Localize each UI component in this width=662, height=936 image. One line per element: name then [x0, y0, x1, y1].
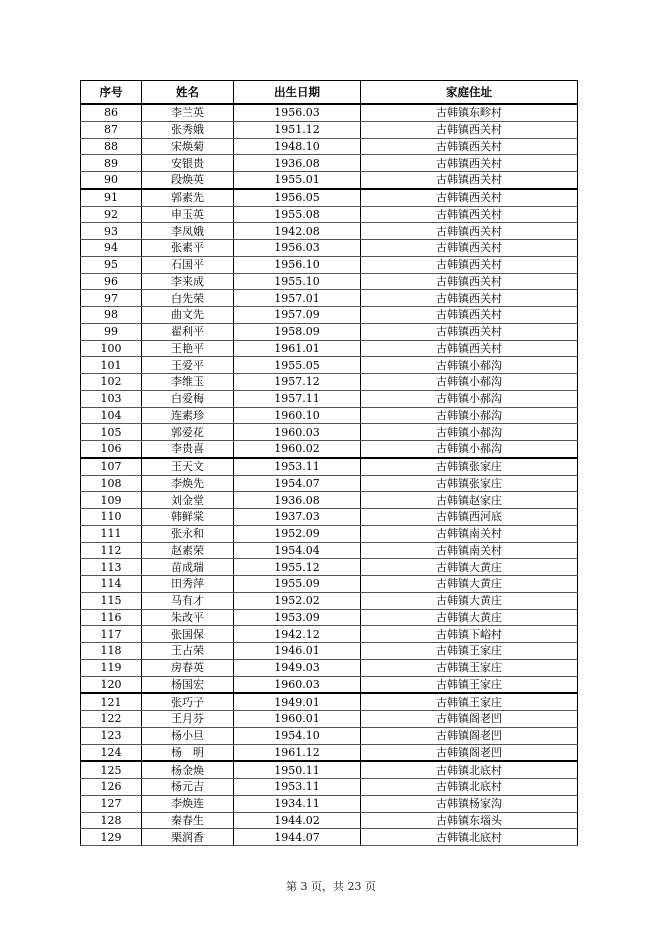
- birthdate-cell: 1954.10: [234, 727, 361, 744]
- table-row: [81, 273, 578, 290]
- birthdate-cell: 1952.09: [234, 525, 361, 542]
- address-cell: 古韩镇西关村: [361, 307, 578, 324]
- serial-cell: 92: [81, 206, 142, 223]
- address-cell: 古韩镇王家庄: [361, 643, 578, 660]
- table-row: [81, 779, 578, 796]
- name-cell: 王天文: [142, 458, 234, 475]
- address-cell: 古韩镇西关村: [361, 256, 578, 273]
- address-cell: 古韩镇小郝沟: [361, 374, 578, 391]
- name-cell: 安银贵: [142, 155, 234, 172]
- name-cell: 李焕先: [142, 475, 234, 492]
- serial-cell: 94: [81, 240, 142, 257]
- birthdate-cell: 1949.03: [234, 659, 361, 676]
- address-cell: 古韩镇阁老凹: [361, 727, 578, 744]
- address-cell: 古韩镇西关村: [361, 138, 578, 155]
- table-row: [81, 121, 578, 138]
- serial-cell: 120: [81, 676, 142, 693]
- serial-cell: 118: [81, 643, 142, 660]
- birthdate-cell: 1952.02: [234, 592, 361, 609]
- table-row: [81, 492, 578, 509]
- table-row: [81, 441, 578, 458]
- name-cell: 李贵喜: [142, 441, 234, 458]
- table-row: [81, 609, 578, 626]
- serial-cell: 126: [81, 779, 142, 796]
- address-cell: 古韩镇小郝沟: [361, 357, 578, 374]
- serial-cell: 103: [81, 390, 142, 407]
- address-cell: 古韩镇张家庄: [361, 458, 578, 475]
- birthdate-cell: 1942.08: [234, 223, 361, 240]
- address-cell: 古韩镇西关村: [361, 273, 578, 290]
- birthdate-cell: 1956.10: [234, 256, 361, 273]
- serial-cell: 93: [81, 223, 142, 240]
- table-row: [81, 458, 578, 475]
- table-row: [81, 357, 578, 374]
- birthdate-cell: 1934.11: [234, 795, 361, 812]
- name-cell: 张秀娥: [142, 121, 234, 138]
- serial-cell: 108: [81, 475, 142, 492]
- birthdate-cell: 1960.01: [234, 711, 361, 728]
- serial-cell: 107: [81, 458, 142, 475]
- address-cell: 古韩镇小郝沟: [361, 407, 578, 424]
- name-cell: 杨小旦: [142, 727, 234, 744]
- name-cell: 王占荣: [142, 643, 234, 660]
- name-cell: 马有才: [142, 592, 234, 609]
- address-cell: 古韩镇大黄庄: [361, 559, 578, 576]
- name-cell: 苗成瑞: [142, 559, 234, 576]
- birthdate-cell: 1944.07: [234, 829, 361, 846]
- name-cell: 白爱梅: [142, 390, 234, 407]
- serial-cell: 113: [81, 559, 142, 576]
- serial-cell: 102: [81, 374, 142, 391]
- serial-cell: 129: [81, 829, 142, 846]
- birthdate-cell: 1960.02: [234, 441, 361, 458]
- serial-cell: 115: [81, 592, 142, 609]
- serial-cell: 106: [81, 441, 142, 458]
- serial-cell: 110: [81, 509, 142, 526]
- address-cell: 古韩镇西关村: [361, 189, 578, 206]
- birthdate-cell: 1953.09: [234, 609, 361, 626]
- address-cell: 古韩镇大黄庄: [361, 592, 578, 609]
- address-cell: 古韩镇西关村: [361, 340, 578, 357]
- address-cell: 古韩镇阁老凹: [361, 711, 578, 728]
- name-cell: 杨国宏: [142, 676, 234, 693]
- serial-cell: 127: [81, 795, 142, 812]
- serial-cell: 112: [81, 542, 142, 559]
- serial-cell: 105: [81, 424, 142, 441]
- name-cell: 王艳平: [142, 340, 234, 357]
- name-cell: 申玉英: [142, 206, 234, 223]
- header-birthdate: 出生日期: [234, 81, 361, 105]
- birthdate-cell: 1957.09: [234, 307, 361, 324]
- birthdate-cell: 1956.03: [234, 240, 361, 257]
- table-row: [81, 812, 578, 829]
- name-cell: 李来成: [142, 273, 234, 290]
- header-row: [81, 81, 578, 105]
- birthdate-cell: 1953.11: [234, 779, 361, 796]
- birthdate-cell: 1936.08: [234, 492, 361, 509]
- name-cell: 朱改平: [142, 609, 234, 626]
- table-row: [81, 340, 578, 357]
- table-row: [81, 592, 578, 609]
- address-cell: 古韩镇阁老凹: [361, 744, 578, 761]
- table-row: [81, 172, 578, 189]
- name-cell: 房春英: [142, 659, 234, 676]
- serial-cell: 100: [81, 340, 142, 357]
- name-cell: 赵素荣: [142, 542, 234, 559]
- name-cell: 田秀萍: [142, 576, 234, 593]
- address-cell: 古韩镇王家庄: [361, 693, 578, 710]
- serial-cell: 123: [81, 727, 142, 744]
- table-row: [81, 727, 578, 744]
- serial-cell: 119: [81, 659, 142, 676]
- table-row: [81, 676, 578, 693]
- address-cell: 古韩镇大黄庄: [361, 576, 578, 593]
- name-cell: 李凤娥: [142, 223, 234, 240]
- table-row: [81, 693, 578, 710]
- table-row: [81, 155, 578, 172]
- name-cell: 韩鲜棠: [142, 509, 234, 526]
- address-cell: 古韩镇西关村: [361, 121, 578, 138]
- name-cell: 杨元吉: [142, 779, 234, 796]
- table-row: [81, 189, 578, 206]
- address-cell: 古韩镇大黄庄: [361, 609, 578, 626]
- birthdate-cell: 1957.12: [234, 374, 361, 391]
- serial-cell: 88: [81, 138, 142, 155]
- name-cell: 杨金焕: [142, 761, 234, 778]
- birthdate-cell: 1955.10: [234, 273, 361, 290]
- address-cell: 古韩镇西关村: [361, 155, 578, 172]
- address-cell: 古韩镇南关村: [361, 525, 578, 542]
- birthdate-cell: 1956.05: [234, 189, 361, 206]
- table-row: [81, 206, 578, 223]
- name-cell: 郭素先: [142, 189, 234, 206]
- birthdate-cell: 1936.08: [234, 155, 361, 172]
- residents-table: [80, 80, 578, 846]
- birthdate-cell: 1958.09: [234, 323, 361, 340]
- name-cell: 郭爱花: [142, 424, 234, 441]
- name-cell: 段焕英: [142, 172, 234, 189]
- name-cell: 张国保: [142, 626, 234, 643]
- header-name: 姓名: [142, 81, 234, 105]
- name-cell: 张素平: [142, 240, 234, 257]
- birthdate-cell: 1955.08: [234, 206, 361, 223]
- table-row: [81, 542, 578, 559]
- serial-cell: 97: [81, 290, 142, 307]
- address-cell: 古韩镇南关村: [361, 542, 578, 559]
- name-cell: 李维玉: [142, 374, 234, 391]
- birthdate-cell: 1961.01: [234, 340, 361, 357]
- name-cell: 张永和: [142, 525, 234, 542]
- address-cell: 古韩镇西关村: [361, 223, 578, 240]
- birthdate-cell: 1960.03: [234, 676, 361, 693]
- birthdate-cell: 1949.01: [234, 693, 361, 710]
- birthdate-cell: 1948.10: [234, 138, 361, 155]
- birthdate-cell: 1955.01: [234, 172, 361, 189]
- table-row: [81, 576, 578, 593]
- page-footer: 第 3 页，共 23 页: [286, 880, 376, 893]
- address-cell: 古韩镇杨家沟: [361, 795, 578, 812]
- serial-cell: 86: [81, 104, 142, 121]
- address-cell: 古韩镇小郝沟: [361, 424, 578, 441]
- serial-cell: 101: [81, 357, 142, 374]
- address-cell: 古韩镇西关村: [361, 240, 578, 257]
- address-cell: 古韩镇下峪村: [361, 626, 578, 643]
- table-row: [81, 744, 578, 761]
- serial-cell: 111: [81, 525, 142, 542]
- table-row: [81, 559, 578, 576]
- name-cell: 白先荣: [142, 290, 234, 307]
- birthdate-cell: 1942.12: [234, 626, 361, 643]
- name-cell: 翟利平: [142, 323, 234, 340]
- name-cell: 栗润香: [142, 829, 234, 846]
- address-cell: 古韩镇北底村: [361, 779, 578, 796]
- serial-cell: 91: [81, 189, 142, 206]
- address-cell: 古韩镇赵家庄: [361, 492, 578, 509]
- birthdate-cell: 1937.03: [234, 509, 361, 526]
- birthdate-cell: 1957.01: [234, 290, 361, 307]
- table-row: [81, 525, 578, 542]
- table-row: [81, 659, 578, 676]
- serial-cell: 121: [81, 693, 142, 710]
- birthdate-cell: 1960.10: [234, 407, 361, 424]
- serial-cell: 98: [81, 307, 142, 324]
- serial-cell: 125: [81, 761, 142, 778]
- serial-cell: 96: [81, 273, 142, 290]
- birthdate-cell: 1955.12: [234, 559, 361, 576]
- address-cell: 古韩镇西关村: [361, 206, 578, 223]
- name-cell: 王爱平: [142, 357, 234, 374]
- birthdate-cell: 1951.12: [234, 121, 361, 138]
- table-row: [81, 829, 578, 846]
- table-row: [81, 138, 578, 155]
- birthdate-cell: 1960.03: [234, 424, 361, 441]
- address-cell: 古韩镇北底村: [361, 761, 578, 778]
- birthdate-cell: 1954.07: [234, 475, 361, 492]
- name-cell: 王月芬: [142, 711, 234, 728]
- address-cell: 古韩镇西河底: [361, 509, 578, 526]
- address-cell: 古韩镇小郝沟: [361, 441, 578, 458]
- birthdate-cell: 1955.09: [234, 576, 361, 593]
- table-row: [81, 407, 578, 424]
- table-row: [81, 475, 578, 492]
- address-cell: 古韩镇西关村: [361, 290, 578, 307]
- address-cell: 古韩镇东畛村: [361, 104, 578, 121]
- serial-cell: 122: [81, 711, 142, 728]
- birthdate-cell: 1944.02: [234, 812, 361, 829]
- name-cell: 连素珍: [142, 407, 234, 424]
- address-cell: 古韩镇小郝沟: [361, 390, 578, 407]
- serial-cell: 104: [81, 407, 142, 424]
- table-row: [81, 374, 578, 391]
- serial-cell: 87: [81, 121, 142, 138]
- table-row: [81, 240, 578, 257]
- address-cell: 古韩镇张家庄: [361, 475, 578, 492]
- address-cell: 古韩镇王家庄: [361, 676, 578, 693]
- serial-cell: 117: [81, 626, 142, 643]
- name-cell: 杨 明: [142, 744, 234, 761]
- table-row: [81, 307, 578, 324]
- birthdate-cell: 1946.01: [234, 643, 361, 660]
- address-cell: 古韩镇东堖头: [361, 812, 578, 829]
- name-cell: 宋焕菊: [142, 138, 234, 155]
- birthdate-cell: 1954.04: [234, 542, 361, 559]
- table-row: [81, 711, 578, 728]
- table-row: [81, 424, 578, 441]
- serial-cell: 109: [81, 492, 142, 509]
- header-address: 家庭住址: [361, 81, 578, 105]
- serial-cell: 95: [81, 256, 142, 273]
- serial-cell: 99: [81, 323, 142, 340]
- name-cell: 刘金堂: [142, 492, 234, 509]
- birthdate-cell: 1956.03: [234, 104, 361, 121]
- birthdate-cell: 1961.12: [234, 744, 361, 761]
- name-cell: 石国平: [142, 256, 234, 273]
- name-cell: 李兰英: [142, 104, 234, 121]
- serial-cell: 90: [81, 172, 142, 189]
- serial-cell: 116: [81, 609, 142, 626]
- birthdate-cell: 1957.11: [234, 390, 361, 407]
- name-cell: 曲文先: [142, 307, 234, 324]
- table-row: [81, 761, 578, 778]
- table-row: [81, 104, 578, 121]
- serial-cell: 124: [81, 744, 142, 761]
- table-row: [81, 390, 578, 407]
- address-cell: 古韩镇西关村: [361, 323, 578, 340]
- serial-cell: 89: [81, 155, 142, 172]
- name-cell: 秦春生: [142, 812, 234, 829]
- birthdate-cell: 1955.05: [234, 357, 361, 374]
- serial-cell: 128: [81, 812, 142, 829]
- table-row: [81, 795, 578, 812]
- table-row: [81, 290, 578, 307]
- address-cell: 古韩镇北底村: [361, 829, 578, 846]
- table-row: [81, 626, 578, 643]
- birthdate-cell: 1950.11: [234, 761, 361, 778]
- name-cell: 李焕连: [142, 795, 234, 812]
- header-serial: 序号: [81, 81, 142, 105]
- address-cell: 古韩镇王家庄: [361, 659, 578, 676]
- table-row: [81, 643, 578, 660]
- serial-cell: 114: [81, 576, 142, 593]
- table-row: [81, 223, 578, 240]
- address-cell: 古韩镇西关村: [361, 172, 578, 189]
- table-row: [81, 323, 578, 340]
- table-row: [81, 256, 578, 273]
- birthdate-cell: 1953.11: [234, 458, 361, 475]
- name-cell: 张巧子: [142, 693, 234, 710]
- table-row: [81, 509, 578, 526]
